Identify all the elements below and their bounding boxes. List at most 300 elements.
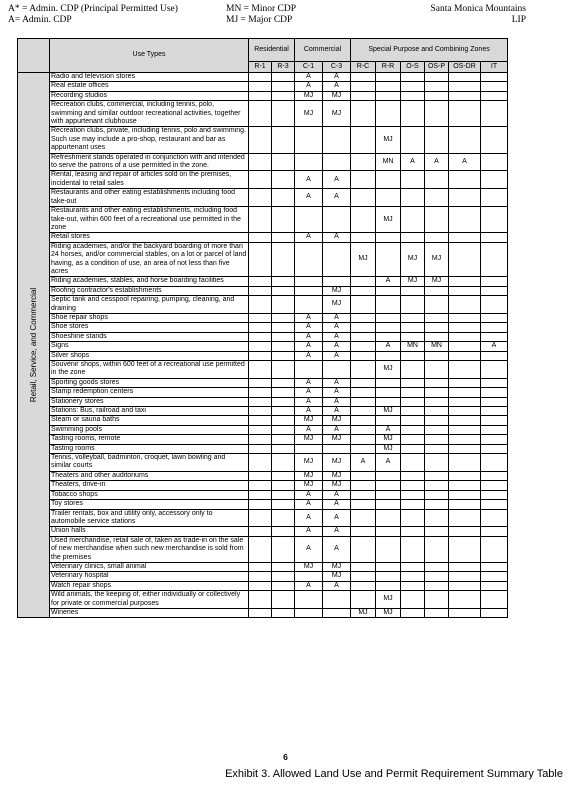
permit-cell: A — [295, 73, 323, 82]
permit-cell — [481, 490, 508, 499]
permit-cell — [376, 313, 401, 322]
permit-cell — [351, 481, 376, 490]
permit-cell: A — [295, 189, 323, 207]
use-type-cell: Riding academies, stables, and horse boarding facilities — [50, 277, 249, 286]
permit-cell: MJ — [323, 481, 351, 490]
permit-cell — [249, 378, 272, 387]
permit-cell — [351, 189, 376, 207]
use-type-cell: Watch repair shops — [50, 581, 249, 590]
permit-cell: A — [323, 527, 351, 536]
permit-cell: A — [323, 388, 351, 397]
permit-cell — [449, 189, 481, 207]
permit-cell — [272, 527, 295, 536]
permit-cell: A — [323, 378, 351, 387]
permit-cell — [295, 277, 323, 286]
permit-cell: A — [323, 490, 351, 499]
permit-cell: A — [323, 189, 351, 207]
permit-cell: MJ — [323, 101, 351, 127]
permit-cell: A — [295, 536, 323, 562]
permit-cell — [401, 323, 425, 332]
permit-cell — [249, 454, 272, 472]
permit-cell — [376, 490, 401, 499]
use-type-cell: Tobacco shops — [50, 490, 249, 499]
use-type-cell: Wineries — [50, 608, 249, 617]
permit-cell: A — [295, 509, 323, 527]
permit-cell — [351, 581, 376, 590]
permit-cell — [481, 416, 508, 425]
permit-cell — [425, 332, 449, 341]
table-row — [18, 454, 508, 472]
permit-cell — [401, 435, 425, 444]
permit-cell — [249, 296, 272, 314]
permit-cell — [401, 388, 425, 397]
permit-cell: A — [323, 407, 351, 416]
permit-cell — [481, 313, 508, 322]
permit-cell — [425, 207, 449, 233]
table-row — [18, 127, 508, 153]
permit-cell — [272, 277, 295, 286]
permit-cell: MJ — [376, 407, 401, 416]
permit-cell — [249, 127, 272, 153]
use-type-cell: Shoeshine stands — [50, 332, 249, 341]
permit-cell — [449, 171, 481, 189]
permit-cell: A — [376, 425, 401, 434]
use-type-cell: Used merchandise, retail sale of, taken as trade-in on the sale of new merchandise when such new merchandise is sold from the premises — [50, 536, 249, 562]
permit-cell — [401, 296, 425, 314]
permit-cell — [249, 572, 272, 581]
document-header-right — [430, 4, 526, 26]
table-row — [18, 351, 508, 360]
permit-cell — [449, 500, 481, 509]
permit-cell — [481, 591, 508, 609]
permit-cell — [351, 407, 376, 416]
permit-cell — [249, 416, 272, 425]
permit-cell: MJ — [425, 242, 449, 277]
permit-cell: A — [295, 581, 323, 590]
zone-header: OS-DR — [449, 62, 481, 73]
permit-cell — [323, 242, 351, 277]
permit-cell: A — [323, 323, 351, 332]
use-types-header: Use Types — [50, 39, 249, 73]
permit-cell — [449, 313, 481, 322]
zone-header: R-C — [351, 62, 376, 73]
permit-cell — [351, 378, 376, 387]
table-row — [18, 361, 508, 379]
permit-cell — [272, 361, 295, 379]
permit-cell — [449, 509, 481, 527]
permit-cell — [272, 581, 295, 590]
permit-cell — [481, 471, 508, 480]
permit-cell — [449, 277, 481, 286]
permit-cell — [481, 351, 508, 360]
permit-cell — [449, 608, 481, 617]
permit-cell — [401, 378, 425, 387]
permit-cell: MN — [425, 342, 449, 351]
permit-cell — [272, 73, 295, 82]
permit-cell — [425, 416, 449, 425]
permit-cell — [401, 91, 425, 100]
permit-cell — [272, 536, 295, 562]
permit-cell — [425, 527, 449, 536]
permit-cell — [351, 536, 376, 562]
permit-cell: A — [401, 153, 425, 171]
permit-cell — [376, 471, 401, 480]
zone-header: R-1 — [249, 62, 272, 73]
permit-cell — [401, 233, 425, 242]
table-row — [18, 323, 508, 332]
use-type-cell: Tennis, volleyball, badminton, croquet, lawn bowling and similar courts — [50, 454, 249, 472]
permit-cell — [481, 608, 508, 617]
permit-cell — [481, 397, 508, 406]
use-type-cell: Steam or sauna baths — [50, 416, 249, 425]
permit-cell: A — [295, 500, 323, 509]
permit-cell — [401, 500, 425, 509]
permit-cell — [272, 351, 295, 360]
permit-cell: A — [295, 313, 323, 322]
permit-cell: A — [323, 171, 351, 189]
permit-cell: A — [323, 509, 351, 527]
permit-cell: A — [449, 153, 481, 171]
permit-cell — [481, 101, 508, 127]
legend-minor-cdp: MN = Minor CDP — [226, 4, 297, 14]
table-row — [18, 425, 508, 434]
permit-cell — [351, 388, 376, 397]
permit-cell: MJ — [376, 361, 401, 379]
permit-cell — [351, 127, 376, 153]
permit-cell — [351, 361, 376, 379]
permit-cell: MJ — [401, 242, 425, 277]
permit-cell — [401, 171, 425, 189]
permit-cell — [249, 323, 272, 332]
land-use-table — [17, 38, 508, 618]
permit-cell — [351, 425, 376, 434]
permit-cell — [376, 171, 401, 189]
permit-cell — [481, 562, 508, 571]
permit-cell — [401, 332, 425, 341]
permit-cell — [401, 127, 425, 153]
permit-cell — [425, 313, 449, 322]
use-type-cell: Recording studios — [50, 91, 249, 100]
permit-cell: A — [295, 82, 323, 91]
permit-cell: MJ — [295, 91, 323, 100]
permit-cell — [425, 378, 449, 387]
permit-cell: A — [295, 351, 323, 360]
use-type-cell: Refreshment stands operated in conjunction with and intended to serve the patrons of a use permitted in the zone. — [50, 153, 249, 171]
permit-cell — [425, 171, 449, 189]
table-row — [18, 591, 508, 609]
permit-cell — [249, 277, 272, 286]
permit-cell — [295, 242, 323, 277]
permit-cell — [351, 572, 376, 581]
permit-cell — [401, 425, 425, 434]
permit-cell: A — [295, 388, 323, 397]
table-row — [18, 608, 508, 617]
permit-cell: A — [295, 323, 323, 332]
permit-cell — [376, 416, 401, 425]
permit-cell — [481, 171, 508, 189]
permit-cell — [425, 286, 449, 295]
permit-cell: MJ — [376, 207, 401, 233]
permit-cell — [272, 82, 295, 91]
permit-cell — [323, 207, 351, 233]
permit-cell — [425, 323, 449, 332]
permit-cell: A — [323, 313, 351, 322]
use-type-cell: Sporting goods stores — [50, 378, 249, 387]
table-row — [18, 562, 508, 571]
permit-cell — [272, 397, 295, 406]
permit-cell: MJ — [376, 444, 401, 453]
table-row — [18, 572, 508, 581]
permit-cell — [323, 127, 351, 153]
permit-cell — [249, 313, 272, 322]
permit-cell — [249, 342, 272, 351]
permit-cell — [272, 471, 295, 480]
permit-cell: MJ — [323, 572, 351, 581]
permit-cell — [449, 361, 481, 379]
permit-cell — [249, 153, 272, 171]
permit-cell — [449, 490, 481, 499]
legend-left — [8, 4, 178, 26]
permit-cell — [376, 332, 401, 341]
table-row — [18, 416, 508, 425]
permit-cell — [272, 608, 295, 617]
permit-cell: MJ — [323, 471, 351, 480]
permit-cell — [425, 500, 449, 509]
permit-cell — [449, 397, 481, 406]
zone-header: OS-P — [425, 62, 449, 73]
permit-cell — [449, 435, 481, 444]
permit-cell: MJ — [401, 277, 425, 286]
table-row — [18, 536, 508, 562]
permit-cell — [272, 323, 295, 332]
use-type-cell: Septic tank and cesspool repairing, pumping, cleaning, and draining — [50, 296, 249, 314]
permit-cell — [249, 471, 272, 480]
permit-cell — [449, 471, 481, 480]
permit-cell — [401, 572, 425, 581]
permit-cell — [272, 101, 295, 127]
permit-cell: A — [323, 581, 351, 590]
permit-cell — [376, 286, 401, 295]
permit-cell — [425, 91, 449, 100]
permit-cell — [481, 82, 508, 91]
permit-cell — [249, 407, 272, 416]
page-number: 6 — [283, 752, 288, 762]
permit-cell — [401, 454, 425, 472]
permit-cell — [272, 407, 295, 416]
table-row — [18, 581, 508, 590]
permit-cell — [401, 207, 425, 233]
use-type-cell: Stations: Bus, railroad and taxi — [50, 407, 249, 416]
permit-cell — [401, 591, 425, 609]
permit-cell — [401, 407, 425, 416]
permit-cell — [376, 481, 401, 490]
permit-cell: A — [295, 378, 323, 387]
table-row — [18, 471, 508, 480]
permit-cell: MJ — [351, 608, 376, 617]
permit-cell — [249, 332, 272, 341]
permit-cell — [401, 286, 425, 295]
permit-cell — [425, 82, 449, 91]
permit-cell — [449, 481, 481, 490]
permit-cell — [249, 351, 272, 360]
permit-cell — [376, 378, 401, 387]
permit-cell — [481, 332, 508, 341]
permit-cell: MJ — [376, 127, 401, 153]
permit-cell — [449, 454, 481, 472]
use-type-cell: Silver shops — [50, 351, 249, 360]
table-row — [18, 73, 508, 82]
permit-cell — [376, 351, 401, 360]
permit-cell — [376, 397, 401, 406]
permit-cell — [376, 323, 401, 332]
table-row — [18, 481, 508, 490]
legend-admin-cdp: A= Admin. CDP — [8, 15, 72, 25]
permit-cell — [295, 361, 323, 379]
permit-cell: MJ — [323, 435, 351, 444]
permit-cell — [401, 527, 425, 536]
permit-cell — [272, 242, 295, 277]
use-type-cell: Theaters and other auditoriums — [50, 471, 249, 480]
table-row — [18, 388, 508, 397]
permit-cell — [272, 378, 295, 387]
permit-cell — [249, 425, 272, 434]
use-type-cell: Souvenir shops, within 600 feet of a recreational use permitted in the zone — [50, 361, 249, 379]
permit-cell — [425, 233, 449, 242]
permit-cell — [272, 313, 295, 322]
permit-cell — [323, 277, 351, 286]
permit-cell: MJ — [295, 435, 323, 444]
permit-cell — [425, 509, 449, 527]
permit-cell — [449, 342, 481, 351]
table-row — [18, 189, 508, 207]
permit-cell — [272, 509, 295, 527]
permit-cell — [295, 572, 323, 581]
permit-cell — [351, 101, 376, 127]
permit-cell — [272, 296, 295, 314]
permit-cell — [425, 351, 449, 360]
table-row — [18, 509, 508, 527]
permit-cell — [481, 277, 508, 286]
permit-cell — [376, 189, 401, 207]
permit-cell — [401, 608, 425, 617]
permit-cell — [425, 591, 449, 609]
permit-cell — [481, 189, 508, 207]
permit-cell — [351, 153, 376, 171]
use-type-cell: Riding academies, and/or the backyard boarding of more than 24 horses, and/or commercial stables, on a lot or parcel of land having, as a condition of use, an area of not less than five acres — [50, 242, 249, 277]
permit-cell — [249, 591, 272, 609]
permit-cell — [295, 444, 323, 453]
permit-cell — [425, 73, 449, 82]
permit-cell — [249, 101, 272, 127]
permit-cell — [351, 509, 376, 527]
use-type-cell: Roofing contractor's establishments — [50, 286, 249, 295]
permit-cell — [425, 397, 449, 406]
permit-cell — [249, 207, 272, 233]
use-type-cell: Recreation clubs, private, including tennis, polo and swimming. Such use may include a pro-shop, restaurant and bar as appurtenant uses — [50, 127, 249, 153]
permit-cell — [351, 323, 376, 332]
table-row — [18, 242, 508, 277]
permit-cell — [249, 242, 272, 277]
permit-cell — [295, 591, 323, 609]
permit-cell: A — [295, 425, 323, 434]
permit-cell: A — [323, 233, 351, 242]
permit-cell — [351, 416, 376, 425]
permit-cell — [449, 91, 481, 100]
zone-group-header: Commercial — [295, 39, 351, 62]
permit-cell — [351, 490, 376, 499]
permit-cell — [449, 562, 481, 571]
table-row — [18, 332, 508, 341]
permit-cell — [351, 207, 376, 233]
permit-cell — [323, 361, 351, 379]
use-type-cell: Restaurants and other eating establishments, including food take-out, within 600 feet of a recreational use permitted in the zone — [50, 207, 249, 233]
permit-cell — [401, 361, 425, 379]
permit-cell — [249, 608, 272, 617]
permit-cell — [351, 351, 376, 360]
use-rows — [18, 73, 508, 618]
permit-cell — [351, 591, 376, 609]
permit-cell — [249, 286, 272, 295]
permit-cell — [481, 127, 508, 153]
permit-cell — [295, 296, 323, 314]
category-cell — [18, 73, 50, 618]
permit-cell — [481, 536, 508, 562]
permit-cell — [449, 323, 481, 332]
permit-cell — [425, 454, 449, 472]
use-type-cell: Tasting rooms — [50, 444, 249, 453]
table-row — [18, 490, 508, 499]
permit-cell — [323, 444, 351, 453]
table-row — [18, 286, 508, 295]
permit-cell — [249, 490, 272, 499]
permit-cell: A — [323, 536, 351, 562]
table-row — [18, 500, 508, 509]
permit-cell — [272, 572, 295, 581]
permit-cell — [272, 342, 295, 351]
permit-cell — [481, 242, 508, 277]
permit-cell — [376, 536, 401, 562]
use-type-cell: Stamp redemption centers — [50, 388, 249, 397]
permit-cell — [449, 207, 481, 233]
permit-cell — [401, 189, 425, 207]
permit-cell — [351, 342, 376, 351]
permit-cell — [401, 562, 425, 571]
permit-cell — [376, 296, 401, 314]
permit-cell — [272, 500, 295, 509]
permit-cell — [425, 572, 449, 581]
permit-cell — [249, 536, 272, 562]
permit-cell — [401, 581, 425, 590]
permit-cell — [481, 572, 508, 581]
permit-cell: A — [295, 527, 323, 536]
permit-cell: A — [295, 171, 323, 189]
table-row — [18, 313, 508, 322]
permit-cell — [376, 527, 401, 536]
permit-cell — [481, 435, 508, 444]
permit-cell — [481, 378, 508, 387]
use-type-cell: Recreation clubs, commercial, including tennis, polo, swimming and similar outdoor recreational activities, together with appurtenant clubhouse — [50, 101, 249, 127]
legend-principal-permitted: A* = Admin. CDP (Principal Permitted Use) — [8, 4, 178, 14]
permit-cell — [272, 388, 295, 397]
use-type-cell: Shoe repair shops — [50, 313, 249, 322]
use-type-cell: Rental, leasing and repair of articles sold on the premises, incidental to retail sales — [50, 171, 249, 189]
permit-cell — [401, 416, 425, 425]
permit-cell — [449, 527, 481, 536]
permit-cell: A — [323, 342, 351, 351]
permit-cell — [249, 481, 272, 490]
permit-cell — [351, 500, 376, 509]
permit-cell — [376, 73, 401, 82]
